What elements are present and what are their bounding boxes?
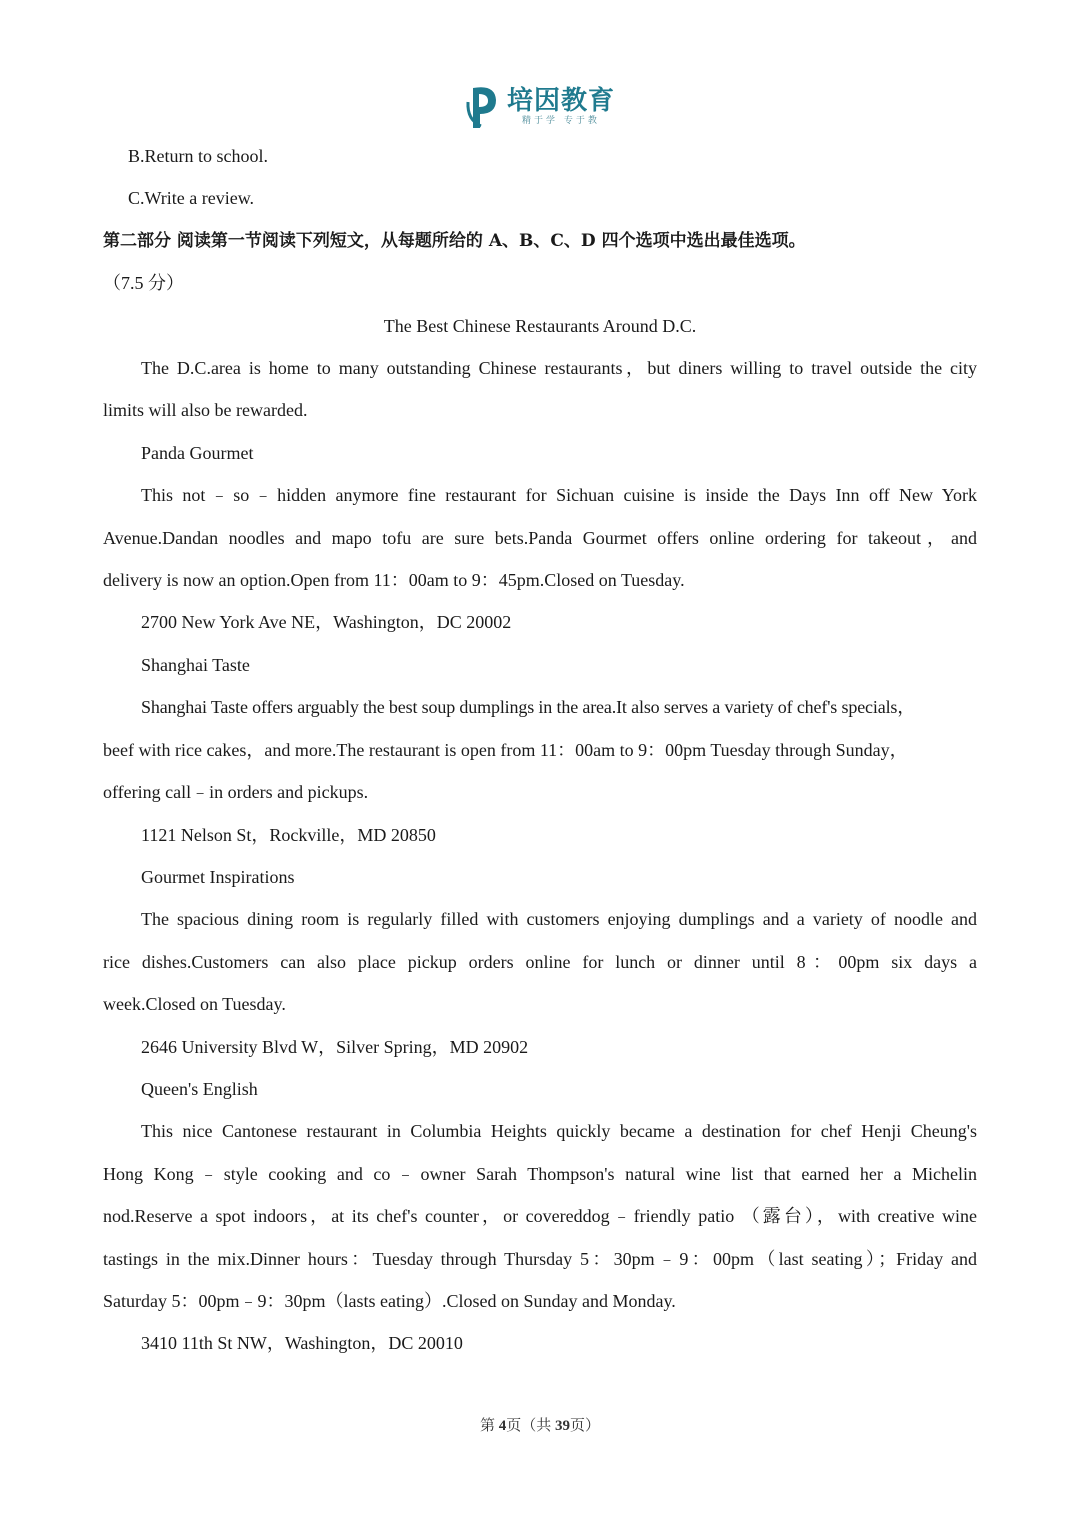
- brand-slogan: 精于学 专于教: [522, 116, 600, 126]
- restaurant-2-address: 1121 Nelson St，Rockville，MD 20850: [141, 824, 436, 845]
- restaurant-1-line-1: This not﹣so﹣hidden anymore fine restaurant for Sichuan cuisine is inside the Days Inn off New York: [141, 485, 977, 506]
- restaurant-1-address: 2700 New York Ave NE，Washington，DC 20002: [141, 612, 512, 633]
- restaurant-2-line-1: Shanghai Taste offers arguably the best soup dumplings in the area.It also serves a variety of chef's specials，: [141, 697, 916, 718]
- brand-text: [507, 87, 615, 127]
- brand-logo-group: [465, 84, 615, 130]
- intro-line-2: limits will also be rewarded.: [103, 400, 308, 421]
- section-heading: 第二部分 阅读第一节阅读下列短文，从每题所给的 A、B、C、D 四个选项中选出最佳选项。: [103, 230, 806, 251]
- option-c: C.Write a review.: [128, 188, 255, 209]
- restaurant-3-address: 2646 University Blvd W，Silver Spring，MD 20902: [141, 1036, 529, 1057]
- restaurant-2-name: Shanghai Taste: [141, 654, 250, 675]
- footer-total-pages: 39: [555, 1418, 570, 1434]
- restaurant-2-line-2: beef with rice cakes，and more.The restaurant is open from 11：00am to 9：00pm Tuesday through Sunday，: [103, 739, 908, 760]
- restaurant-4-line-3: nod.Reserve a spot indoors，at its chef's counter，or covereddog﹣friendly patio （露台），with creative wine: [103, 1206, 977, 1227]
- option-b: B.Return to school.: [128, 146, 268, 166]
- article-title: The Best Chinese Restaurants Around D.C.: [383, 315, 697, 336]
- brand-name: 培因教育: [506, 86, 615, 116]
- restaurant-1-name: Panda Gourmet: [141, 442, 254, 463]
- restaurant-1-line-3: delivery is now an option.Open from 11：00am to 9：45pm.Closed on Tuesday.: [103, 570, 685, 591]
- page-footer: [0, 1414, 1080, 1438]
- restaurant-2-line-3: offering call﹣in orders and pickups.: [103, 782, 369, 803]
- footer-prefix: 第: [479, 1418, 499, 1434]
- restaurant-3-name: Gourmet Inspirations: [141, 866, 295, 887]
- restaurant-3-line-1: The spacious dining room is regularly filled with customers enjoying dumplings and a variety of noodle and: [141, 909, 977, 930]
- intro-line-1: The D.C.area is home to many outstanding Chinese restaurants，but diners willing to travel outside the city: [141, 358, 977, 379]
- restaurant-1-line-2: Avenue.Dandan noodles and mapo tofu are sure bets.Panda Gourmet offers online ordering for takeout，and: [103, 527, 977, 548]
- restaurant-4-line-1: This nice Cantonese restaurant in Columbia Heights quickly became a destination for chef Henji Cheung's: [141, 1121, 977, 1142]
- document-body: [103, 135, 977, 1365]
- section-points: （7.5 分）: [103, 273, 184, 294]
- restaurant-4-line-4: tastings in the mix.Dinner hours：Tuesday through Thursday 5：30pm﹣9：00pm（last seating）；Friday and: [103, 1248, 977, 1269]
- restaurant-3-line-2: rice dishes.Customers can also place pickup orders online for lunch or dinner until 8：00pm six days a: [103, 951, 977, 972]
- brand-logo: [0, 80, 1080, 134]
- restaurant-4-address: 3410 11th St NW，Washington，DC 20010: [141, 1333, 463, 1354]
- restaurant-4-line-5: Saturday 5：00pm﹣9：30pm（lasts eating）.Closed on Sunday and Monday.: [103, 1290, 676, 1311]
- footer-suffix: 页）: [570, 1418, 601, 1434]
- restaurant-4-line-2: Hong Kong﹣style cooking and co﹣owner Sarah Thompson's natural wine list that earned her a Michelin: [103, 1163, 977, 1184]
- footer-page-number: 4: [498, 1418, 507, 1434]
- restaurant-3-line-3: week.Closed on Tuesday.: [103, 994, 286, 1015]
- restaurant-4-name: Queen's English: [141, 1078, 258, 1099]
- brand-p-icon: [465, 84, 499, 130]
- footer-middle: 页（共: [506, 1418, 555, 1434]
